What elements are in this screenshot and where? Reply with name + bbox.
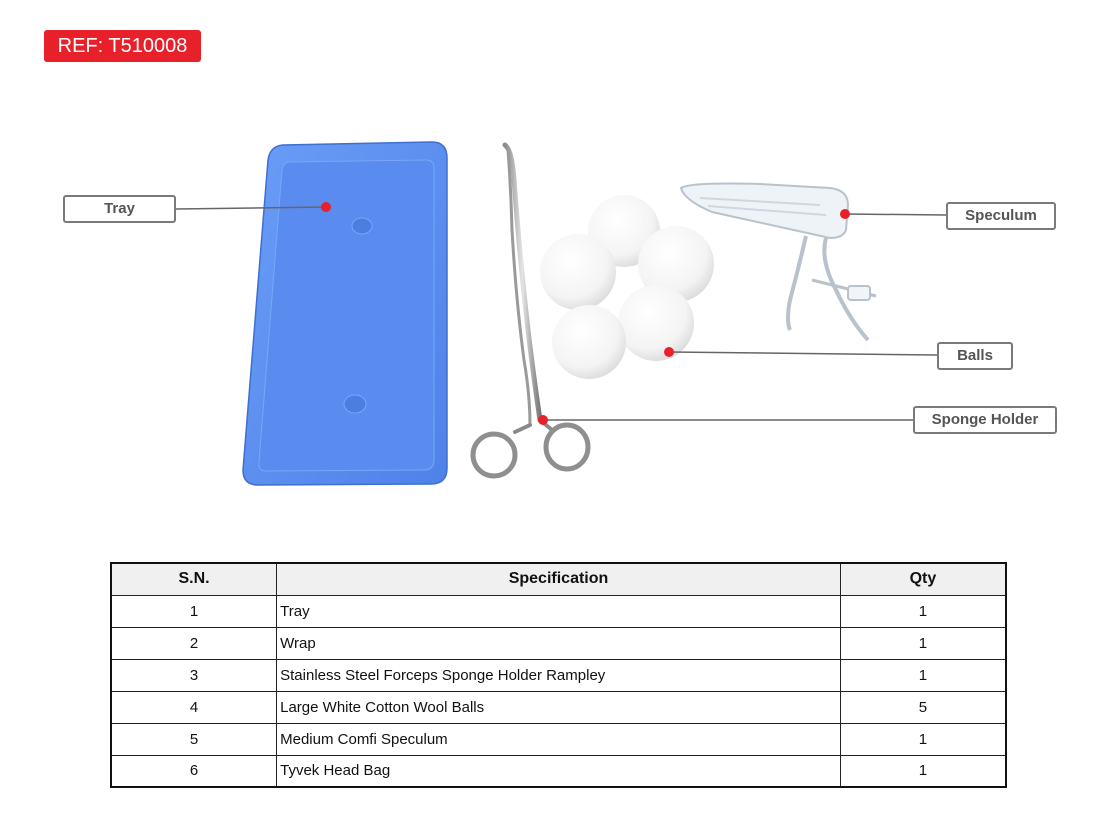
cell-sn: 6: [111, 755, 277, 787]
cell-qty: 1: [840, 659, 1006, 691]
balls-callout: Balls: [937, 342, 1013, 370]
speculum-callout: Speculum: [946, 202, 1056, 230]
specification-table: [110, 562, 1007, 788]
header-sn: S.N.: [111, 563, 277, 595]
table-header-row: [111, 563, 1006, 595]
tray-marker-dot: [321, 202, 331, 212]
cell-specification: Stainless Steel Forceps Sponge Holder Rampley: [277, 659, 841, 691]
tray-callout: Tray: [63, 195, 176, 223]
cell-sn: 3: [111, 659, 277, 691]
cell-sn: 4: [111, 691, 277, 723]
table-row: [111, 659, 1006, 691]
cell-specification: Medium Comfi Speculum: [277, 723, 841, 755]
cell-sn: 5: [111, 723, 277, 755]
speculum-marker-dot: [840, 209, 850, 219]
cell-specification: Tray: [277, 595, 841, 627]
cell-sn: 2: [111, 627, 277, 659]
table-row: [111, 595, 1006, 627]
cell-specification: Wrap: [277, 627, 841, 659]
header-specification: Specification: [277, 563, 841, 595]
balls-marker-dot: [664, 347, 674, 357]
ref-badge: REF: T510008: [44, 30, 201, 62]
cell-specification: Large White Cotton Wool Balls: [277, 691, 841, 723]
sponge-holder-callout: Sponge Holder: [913, 406, 1057, 434]
cell-qty: 1: [840, 755, 1006, 787]
table-row: [111, 691, 1006, 723]
cell-qty: 1: [840, 723, 1006, 755]
table-row: [111, 723, 1006, 755]
cell-specification: Tyvek Head Bag: [277, 755, 841, 787]
cell-qty: 5: [840, 691, 1006, 723]
header-qty: Qty: [840, 563, 1006, 595]
cell-sn: 1: [111, 595, 277, 627]
tray-image: [243, 142, 447, 485]
table-row: [111, 755, 1006, 787]
table-row: [111, 627, 1006, 659]
cotton-balls-image: [540, 195, 714, 379]
cell-qty: 1: [840, 595, 1006, 627]
sponge-holder-marker-dot: [538, 415, 548, 425]
cell-qty: 1: [840, 627, 1006, 659]
